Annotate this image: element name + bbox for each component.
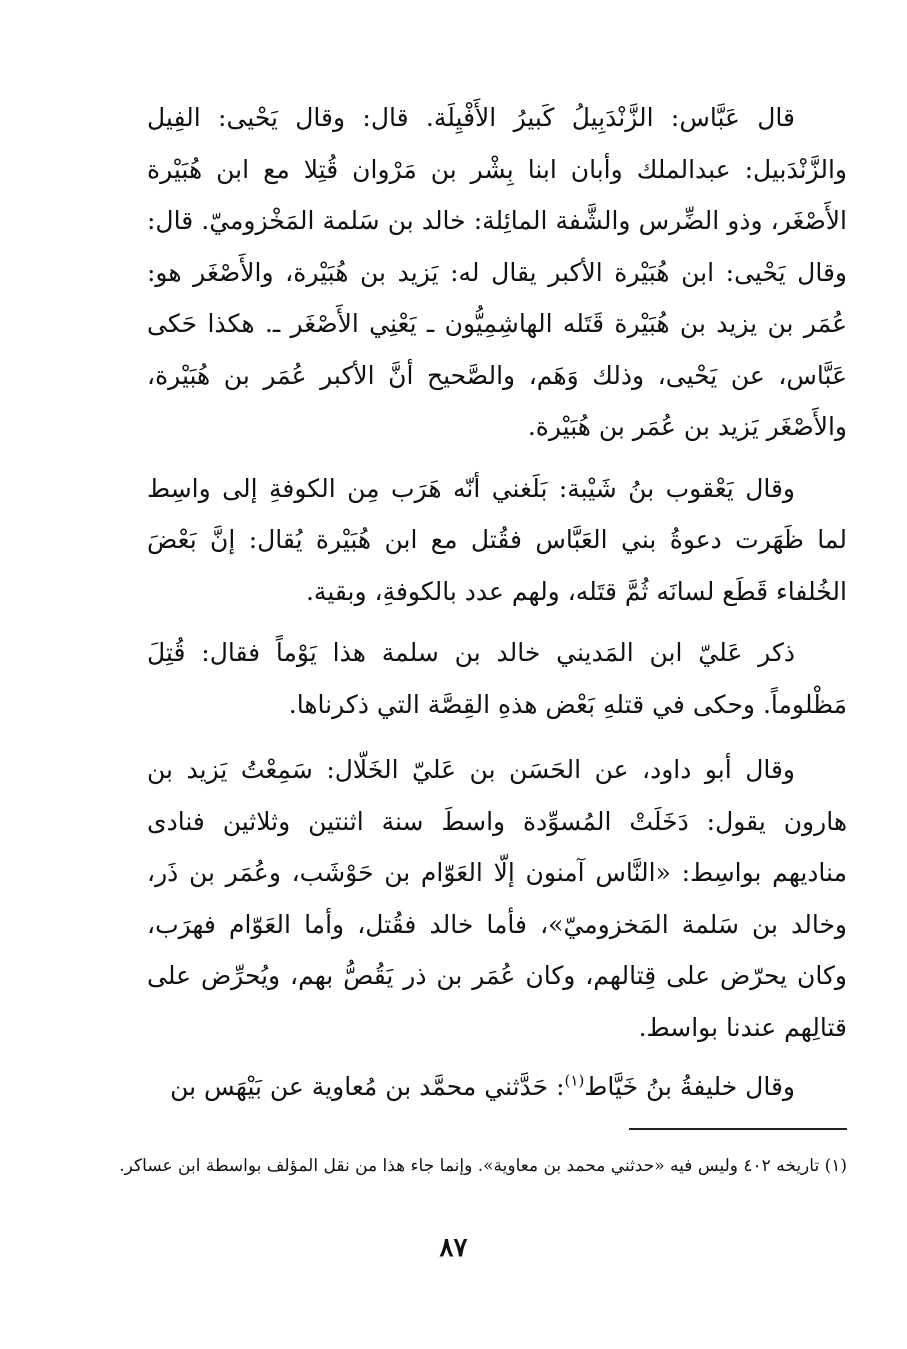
footnote: (١) تاريخه ٤٠٢ وليس فيه «حدثني محمد بن معاوية». وإنما جاء هذا من نقل المؤلف بواسطة ابن عساكر. xyxy=(119,1156,847,1176)
paragraph-5-start: وقال خليفةُ بنُ خَيَّاط xyxy=(584,1072,795,1101)
paragraph-5-rest: : حَدَّثني محمَّد بن مُعاوية عن بَيْهَس بن xyxy=(170,1072,565,1101)
footnote-marker[interactable]: (١) xyxy=(564,1071,585,1090)
paragraph-1: قال عَبَّاس: الزَّنْدَبِيلُ كَبيرُ الأَفْيِلَة. قال: وقال يَحْيى: الفِيل والزَّنْدَبيل: عبدالملك وأبان ابنا بِشْر بن مَرْوان قُتِلا مع ابن هُبَيْرة الأَصْغَر، وذو الضِّرس والشَّفة المائِلة: خالد بن سَلمة المَخْزوميّ. قال: وقال يَحْيى: ابن هُبَيْرة الأكبر يقال له: يَزيد بن هُبَيْرة، والأَصْغَر هو: عُمَر بن يزيد بن هُبَيْرة قَتَله الهاشِمِيُّون ـ يَعْنِي الأَصْغَر ـ. هكذا حَكى عَبَّاس، عن يَحْيى، وذلك وَهَم، والصَّحيح أنَّ الأكبر عُمَر بن هُبَيْرة، والأَصْغَر يَزيد بن عُمَر بن هُبَيْرة. xyxy=(147,103,847,441)
page-number: ٨٧ xyxy=(439,1233,468,1263)
main-text xyxy=(147,92,847,1113)
paragraph-2: وقال يَعْقوب بنُ شَيْبة: بَلَغني أنّه هَرَب مِن الكوفةِ إلى واسِط لما ظَهَرت دعوةُ بني العَبَّاس فقُتل مع ابن هُبَيْرة يُقال: إنَّ بَعْضَ الخُلفاء قَطَع لسانَه ثُمَّ قتَله، ولهم عدد بالكوفةِ، وبقية. xyxy=(147,473,847,606)
paragraph-3: ذكر عَليّ ابن المَديني خالد بن سلمة هذا يَوْماً فقال: قُتِلَ مَظْلوماً. وحكى في قتلهِ بَعْض هذهِ القِصَّة التي ذكرناها. xyxy=(147,638,847,719)
footnote-separator xyxy=(629,1128,847,1130)
paragraph-5 xyxy=(147,1061,847,1113)
paragraph-4: وقال أبو داود، عن الحَسَن بن عَليّ الخَلّال: سَمِعْتُ يَزيد بن هارون يقول: دَخَلَتْ المُسوِّدة واسطَ سنة اثنتين وثلاثين فنادى مناديهم بواسِط: «النَّاس آمنون إلّا العَوّام بن حَوْشَب، وعُمَر بن ذَر، وخالد بن سَلمة المَخزوميّ»، فأما خالد فقُتل، وأما العَوّام فهرَب، وكان يحرّض على قِتالهم، وكان عُمَر بن ذر يَقُصُّ بهم، ويُحرِّض على قتالِهم عندنا بواسط. xyxy=(147,755,847,1042)
